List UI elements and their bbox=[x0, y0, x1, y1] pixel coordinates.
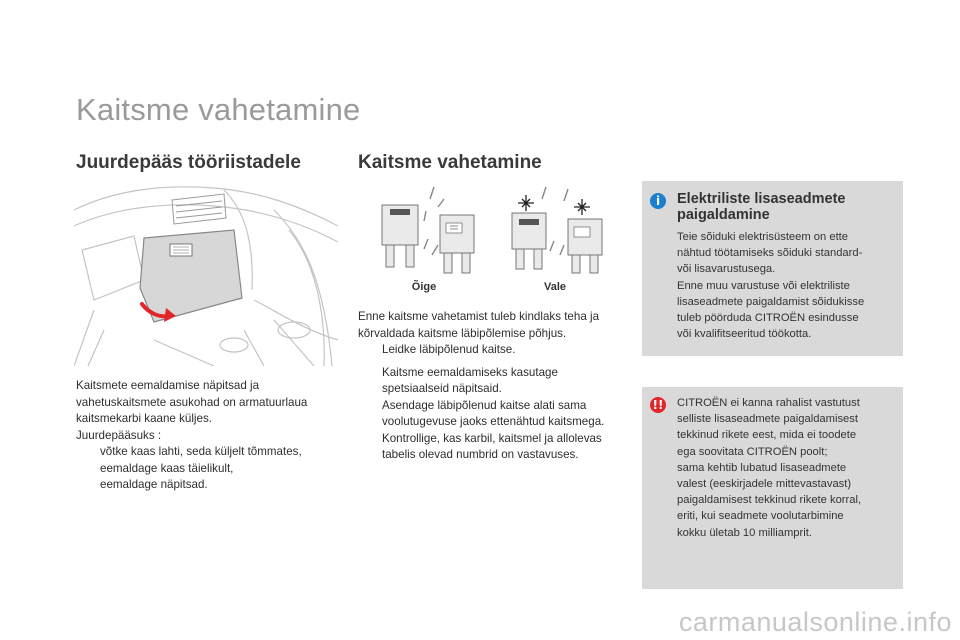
middle-intro-line: Enne kaitsme vahetamist tuleb kindlaks teha ja bbox=[358, 310, 600, 323]
list-item: Kontrollige, kas karbil, kaitsmel ja allolevas tabelis olevad numbrid on vastavuses. bbox=[382, 431, 602, 461]
left-intro-line: Juurdepääsuks : bbox=[76, 428, 162, 442]
list-item: Kaitsme eemaldamiseks kasutage spetsiaalseid näpitsaid. bbox=[382, 365, 558, 395]
fuse-good-illustration bbox=[372, 185, 482, 277]
middle-bullets-2 bbox=[358, 365, 638, 464]
left-intro-line: kaitsmekarbi kaane küljes. bbox=[76, 412, 212, 425]
warning-icon: !! bbox=[650, 397, 666, 413]
warning-box bbox=[642, 387, 903, 589]
left-bullets bbox=[76, 444, 341, 494]
middle-bullets-1 bbox=[358, 342, 638, 359]
info-box-text: Teie sõiduki elektrisüsteem on ette nähtud töötamiseks sõiduki standard- või lisavarustusega. Enne muu varustuse või elektriliste lisaseadmete paigaldamist sõidukisse tuleb pöörduda CITROËN esindusse või kvalifitseeritud töökotta. bbox=[677, 231, 865, 341]
section-heading-fuse: Kaitsme vahetamine bbox=[358, 152, 542, 173]
glovebox-illustration bbox=[74, 180, 338, 366]
info-box-title: Elektriliste lisaseadmete paigaldamine bbox=[677, 191, 846, 223]
fuse-bad-label: Vale bbox=[543, 281, 567, 293]
list-item: Leidke läbipõlenud kaitse. bbox=[382, 343, 516, 356]
list-item: Asendage läbipõlenud kaitse alati sama voolutugevuse jaoks ettenähtud kaitsmega. bbox=[382, 398, 605, 428]
left-intro-line: Kaitsmete eemaldamise näpitsad ja bbox=[76, 379, 260, 392]
list-item: eemaldage kaas täielikult, bbox=[100, 461, 234, 475]
fuse-bad-illustration bbox=[502, 185, 612, 277]
left-intro-line: vahetuskaitsmete asukohad on armatuurlaua bbox=[76, 395, 308, 409]
section-heading-tools: Juurdepääs tööriistadele bbox=[76, 152, 301, 173]
middle-intro-line: kõrvaldada kaitsme läbipõlemise põhjus. bbox=[358, 326, 567, 340]
info-icon: i bbox=[650, 193, 666, 209]
page-title: Kaitsme vahetamine bbox=[76, 92, 361, 127]
info-box bbox=[642, 181, 903, 356]
fuse-good-label: Õige bbox=[411, 281, 437, 293]
list-item: eemaldage näpitsad. bbox=[100, 478, 208, 491]
left-column-text bbox=[76, 378, 341, 494]
list-item: võtke kaas lahti, seda küljelt tõmmates, bbox=[100, 445, 302, 458]
watermark: carmanualsonline.info bbox=[678, 607, 952, 637]
middle-column-text bbox=[358, 309, 638, 464]
warning-box-text: CITROËN ei kanna rahalist vastutust selliste lisaseadmete paigaldamisest tekkinud rikete eest, mida ei toodete ega soovitata CITROËN poolt; sama kehtib lubatud lisaseadmete valest (eeskirjadele mittevastavast) paigaldamisest tekkinud rikete korral, eriti, kui seadmete voolutarbimine kokku ületab 10 milliamprit. bbox=[677, 397, 862, 539]
